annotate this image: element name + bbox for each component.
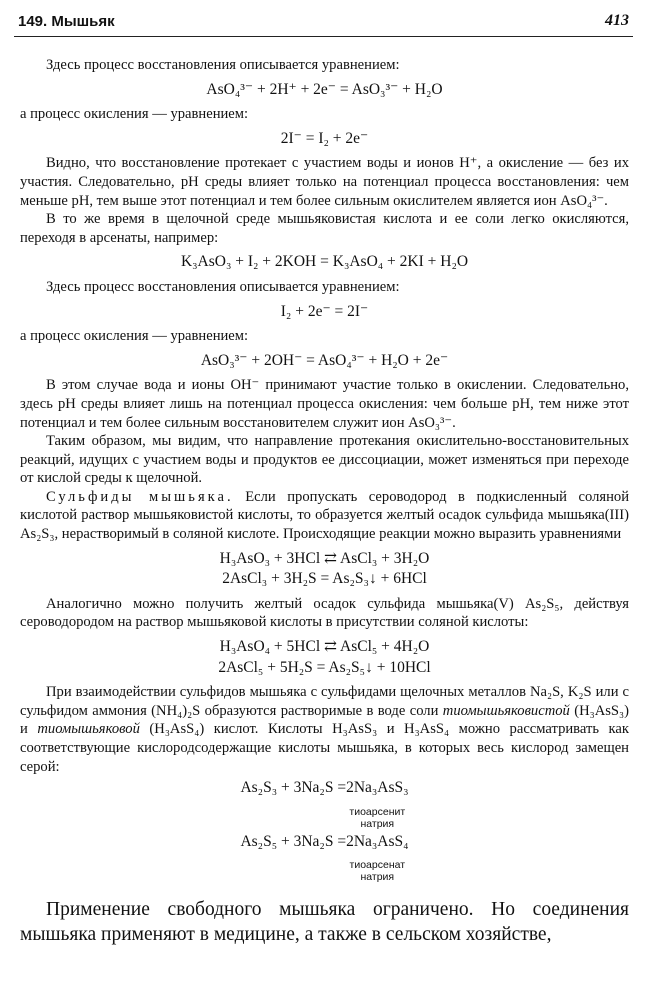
paragraph-text: При взаимодействии сульфидов мышьяка с сульфидами щелочных металлов Na₂S, K₂S или с сульфидом аммония (NH₄)₂S образуются растворимые в воде соли — [20, 684, 629, 719]
paragraph-large: Применение свободного мышьяка ограничено. Но соединения мышьяка применяют в медицине, а также в сельском хозяйстве, — [20, 899, 629, 946]
product-name-note: тиоарсенит — [349, 805, 406, 818]
equation: AsO₃³⁻ + 2OH⁻ = AsO₄³⁻ + H₂O + 2e⁻ — [200, 351, 449, 369]
product-name-note: натрия — [360, 871, 395, 884]
paragraph-text: Если пропускать сероводород в подкисленный соляной кислотой раствор мышьяковистой кислоты, то образуется желтый осадок сульфида мышьяка(III) As₂S₃, нерастворимый в соляной кислоте. Происходящие реакции можно выразить уравнениями — [20, 488, 630, 543]
paragraph: а процесс окисления — уравнением: — [20, 106, 249, 123]
equation-reactants: As₂S₅ + 3Na₂S = — [240, 832, 347, 850]
paragraph: а процесс окисления — уравнением: — [20, 328, 249, 345]
paragraph: Здесь процесс восстановления описывается уравнением: — [46, 57, 400, 73]
page-number: 413 — [605, 12, 629, 29]
equation: H₃AsO₄ + 5HCl ⇄ AsCl₅ + 4H₂O — [219, 638, 430, 656]
equation: I₂ + 2e⁻ = 2I⁻ — [280, 302, 369, 320]
paragraph: Видно, что восстановление протекает с участием воды и ионов H⁺, а окисление — без их участия. Следовательно, pH среды влияет только на потенциал процесса восстановления: чем меньше pH, тем выше этот потенциал и тем более сильным окислителем является ион AsO₄³⁻. — [20, 155, 629, 209]
paragraph: Аналогично можно получить желтый осадок сульфида мышьяка(V) As₂S₅, действуя сероводородом на раствор мышьяковой кислоты в присутствии соляной кислоты: — [20, 595, 629, 631]
paragraph — [20, 488, 629, 544]
running-section-title: 149. Мышьяк — [18, 13, 115, 30]
equation: H₃AsO₃ + 3HCl ⇄ AsCl₃ + 3H₂O — [219, 549, 430, 567]
equation-with-note — [20, 833, 629, 884]
paragraph: Здесь процесс восстановления описывается уравнением: — [46, 278, 400, 295]
equation-with-note — [20, 779, 629, 830]
equation: 2AsCl₅ + 5H₂S = As₂S₅↓ + 10HCl — [218, 658, 431, 676]
subsection-heading: Сульфиды мышьяка. — [46, 488, 234, 505]
equation: 2I⁻ = I₂ + 2e⁻ — [280, 129, 369, 147]
equation: K₃AsO₃ + I₂ + 2KOH = K₃AsO₄ + 2KI + H₂O — [180, 253, 469, 271]
page-body — [20, 56, 629, 947]
product-name-note: натрия — [360, 817, 395, 830]
italic-term: тиомышьяковой — [37, 721, 140, 738]
product-formula: 2Na₃AsS₄ — [346, 832, 409, 850]
paragraph-text: (H₃AsS₄) кислот. Кислоты H₃AsS₃ и H₃AsS₄ можно рассматривать как соответствующие кислородсодержащие кислоты мышьяка, в которых весь кислород замещен серой: — [20, 721, 629, 775]
page-header — [14, 10, 633, 37]
product-name-note: тиоарсенат — [349, 859, 406, 872]
paragraph: В то же время в щелочной среде мышьяковистая кислота и ее соли легко окисляются, переходя в арсенаты, например: — [20, 211, 629, 246]
equation-product — [346, 833, 408, 884]
paragraph: Таким образом, мы видим, что направление протекания окислительно-восстановительных реакций, идущих с участием воды и продуктов ее диссоциации, может изменяться при переходе от кислой среды к щелочной. — [20, 433, 629, 487]
italic-term: тиомышьяковистой — [442, 702, 570, 719]
product-formula: 2Na₃AsS₃ — [346, 779, 409, 797]
equation-reactants: As₂S₃ + 3Na₂S = — [240, 779, 347, 797]
equation-product — [346, 779, 408, 830]
paragraph — [20, 683, 629, 776]
paragraph: В этом случае вода и ионы OH⁻ принимают участие только в окислении. Следовательно, здесь pH среды влияет лишь на потенциал процесса окисления: чем больше pH, тем ниже этот потенциал и тем более сильным восстановителем служит ион AsO₃³⁻. — [20, 377, 629, 431]
equation: AsO₄³⁻ + 2H⁺ + 2e⁻ = AsO₃³⁻ + H₂O — [206, 80, 443, 98]
paragraph-text: (H₃AsS₃) и — [20, 702, 629, 738]
equation: 2AsCl₃ + 3H₂S = As₂S₃↓ + 6HCl — [222, 570, 427, 588]
